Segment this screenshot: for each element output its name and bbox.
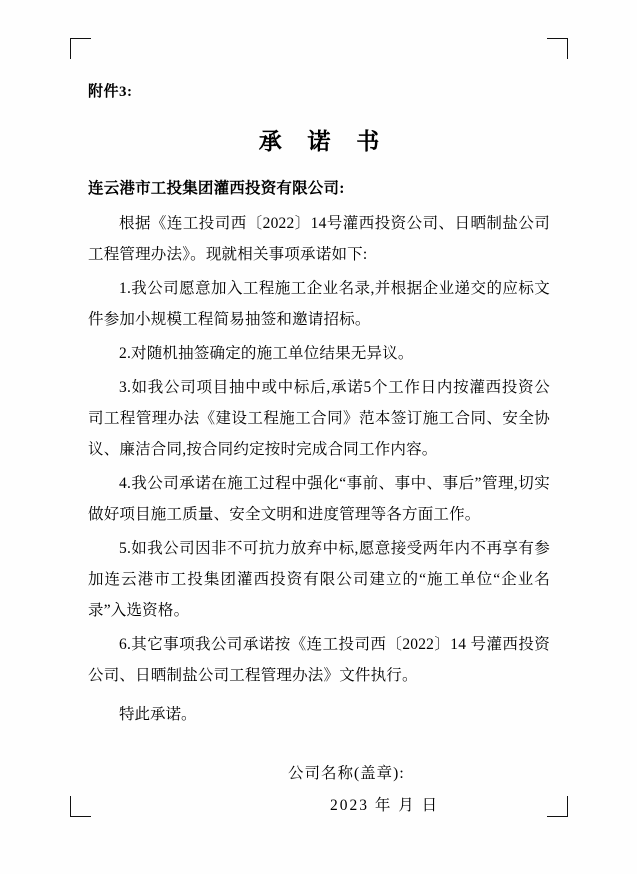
attachment-label: 附件3: [88,84,133,100]
crop-mark-top-left [70,38,91,59]
page-title: 承 诺 书 [258,129,390,154]
crop-mark-bottom-right [547,796,568,817]
paragraph-item-5: 5.如我公司因非不可抗力放弃中标,愿意接受两年内不再享有参加连云港市工投集团灌西投资有限公司建立的“施工单位“企业名录”入选资格。 [88,540,550,619]
paragraph-intro: 根据《连工投司西〔2022〕14号灌西投资公司、日晒制盐公司工程管理办法》。现就相关事项承诺如下: [88,215,550,263]
paragraph-item-6: 6.其它事项我公司承诺按《连工投司西〔2022〕14 号灌西投资公司、日晒制盐公司工程管理办法》文件执行。 [88,636,550,684]
signature-block [288,758,550,822]
paragraph-item-4: 4.我公司承诺在施工过程中强化“事前、事中、事后”管理,切实做好项目施工质量、安全文明和进度管理等各方面工作。 [88,475,550,523]
signature-date-line: 2023 年 月 日 [330,797,440,814]
document-body [88,80,550,822]
paragraph-item-1: 1.我公司愿意加入工程施工企业名录,并根据企业递交的应标文件参加小规模工程简易抽签和邀请招标。 [88,280,550,328]
paragraph-item-2: 2.对随机抽签确定的施工单位结果无异议。 [119,345,414,362]
addressee: 连云港市工投集团灌西投资有限公司: [88,180,345,197]
signature-company-line: 公司名称(盖章): [288,765,405,782]
paragraph-item-3: 3.如我公司项目抽中或中标后,承诺5个工作日内按灌西投资公司工程管理办法《建设工程施工合同》范本签订施工合同、安全协议、廉洁合同,按合同约定按时完成合同工作内容。 [88,379,550,458]
crop-mark-top-right [547,38,568,59]
closing-statement: 特此承诺。 [119,706,197,723]
